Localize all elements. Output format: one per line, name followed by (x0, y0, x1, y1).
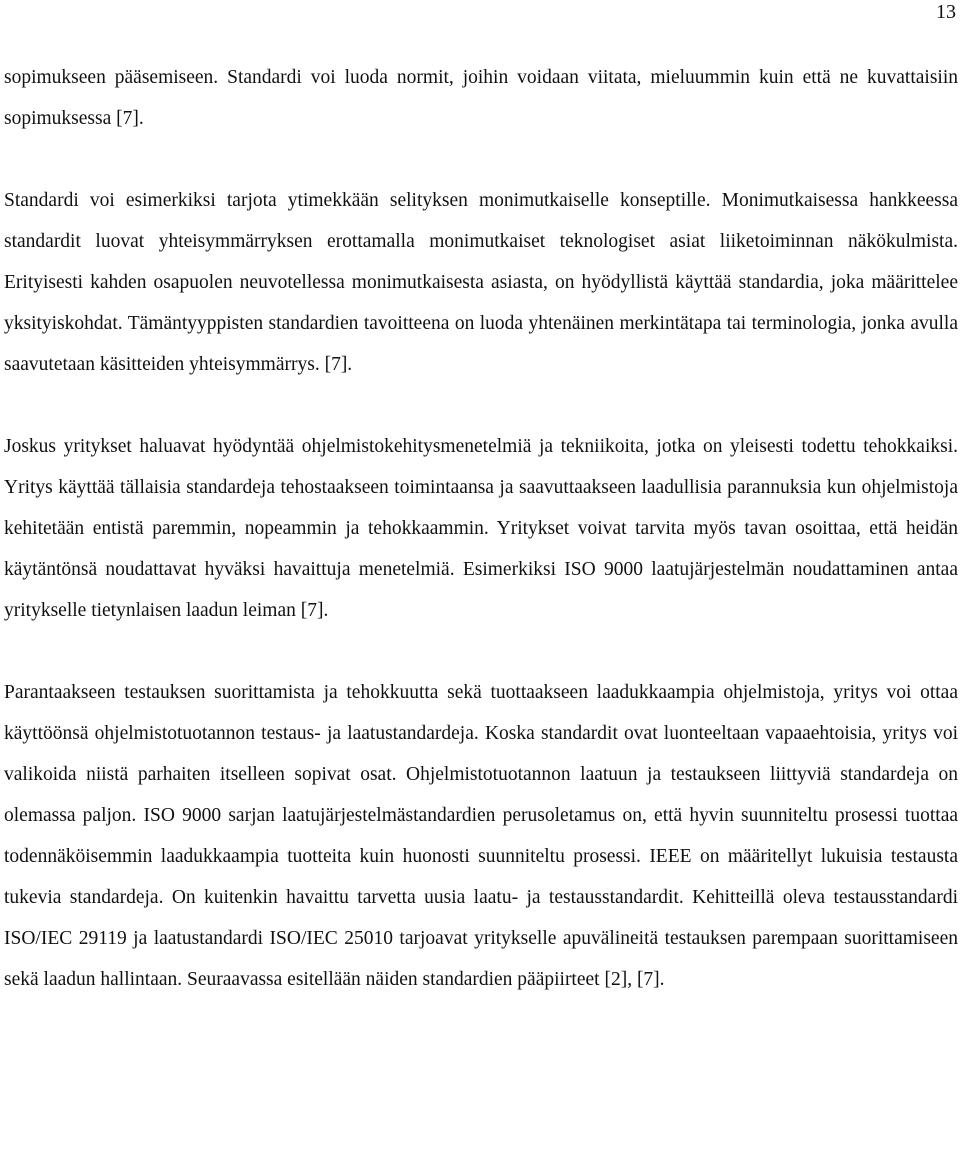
paragraph-gap (4, 385, 958, 426)
page-number: 13 (936, 1, 956, 23)
document-body (4, 57, 958, 1000)
paragraph-development-methods: Joskus yritykset haluavat hyödyntää ohjelmistokehitysmenetelmiä ja tekniikoita, jotka on yleisesti todettu tehokkaiksi. Yritys käyttää tällaisia standardeja tehostaakseen toimintaansa ja saavuttaakseen laadullisia parannuksia kun ohjelmistoja kehitetään entistä paremmin, nopeammin ja tehokkaammin. Yritykset voivat tarvita myös tavan osoittaa, että heidän käytäntönsä noudattavat hyväksi havaittuja menetelmiä. Esimerkiksi ISO 9000 laatujärjestelmän noudattaminen antaa yritykselle tietynlaisen laadun leiman [7]. (4, 436, 958, 621)
paragraph-gap (4, 631, 958, 672)
paragraph-continuation: sopimukseen pääsemiseen. Standardi voi luoda normit, joihin voidaan viitata, mieluummin kuin että ne kuvattaisiin sopimuksessa [7]. (4, 67, 958, 129)
paragraph-testing-standards: Parantaakseen testauksen suorittamista ja tehokkuutta sekä tuottaakseen laadukkaampia ohjelmistoja, yritys voi ottaa käyttöönsä ohjelmistotuotannon testaus- ja laatustandardeja. Koska standardit ovat luonteeltaan vapaaehtoisia, yritys voi valikoida niistä parhaiten itselleen sopivat osat. Ohjelmistotuotannon laatuun ja testaukseen liittyviä standardeja on olemassa paljon. ISO 9000 sarjan laatujärjestelmästandardien perusoletamus on, että hyvin suunniteltu prosessi tuottaa todennäköisemmin laadukkaampia tuotteita kuin huonosti suunniteltu prosessi. IEEE on määritellyt lukuisia testausta tukevia standardeja. On kuitenkin havaittu tarvetta uusia laatu- ja testausstandardit. Kehitteillä oleva testausstandardi ISO/IEC 29119 ja laatustandardi ISO/IEC 25010 tarjoavat yritykselle apuvälineitä testauksen parempaan suorittamiseen sekä laadun hallintaan. Seuraavassa esitellään näiden standardien pääpiirteet [2], [7]. (4, 682, 958, 990)
paragraph-gap (4, 139, 958, 180)
paragraph-standard-explanation: Standardi voi esimerkiksi tarjota ytimekkään selityksen monimutkaiselle konseptille. Monimutkaisessa hankkeessa standardit luovat yhteisymmärryksen erottamalla monimutkaiset teknologiset asiat liiketoiminnan näkökulmista. Erityisesti kahden osapuolen neuvotellessa monimutkaisesta asiasta, on hyödyllistä käyttää standardia, joka määrittelee yksityiskohdat. Tämäntyyppisten standardien tavoitteena on luoda yhtenäinen merkintätapa tai terminologia, jonka avulla saavutetaan käsitteiden yhteisymmärrys. [7]. (4, 190, 958, 375)
